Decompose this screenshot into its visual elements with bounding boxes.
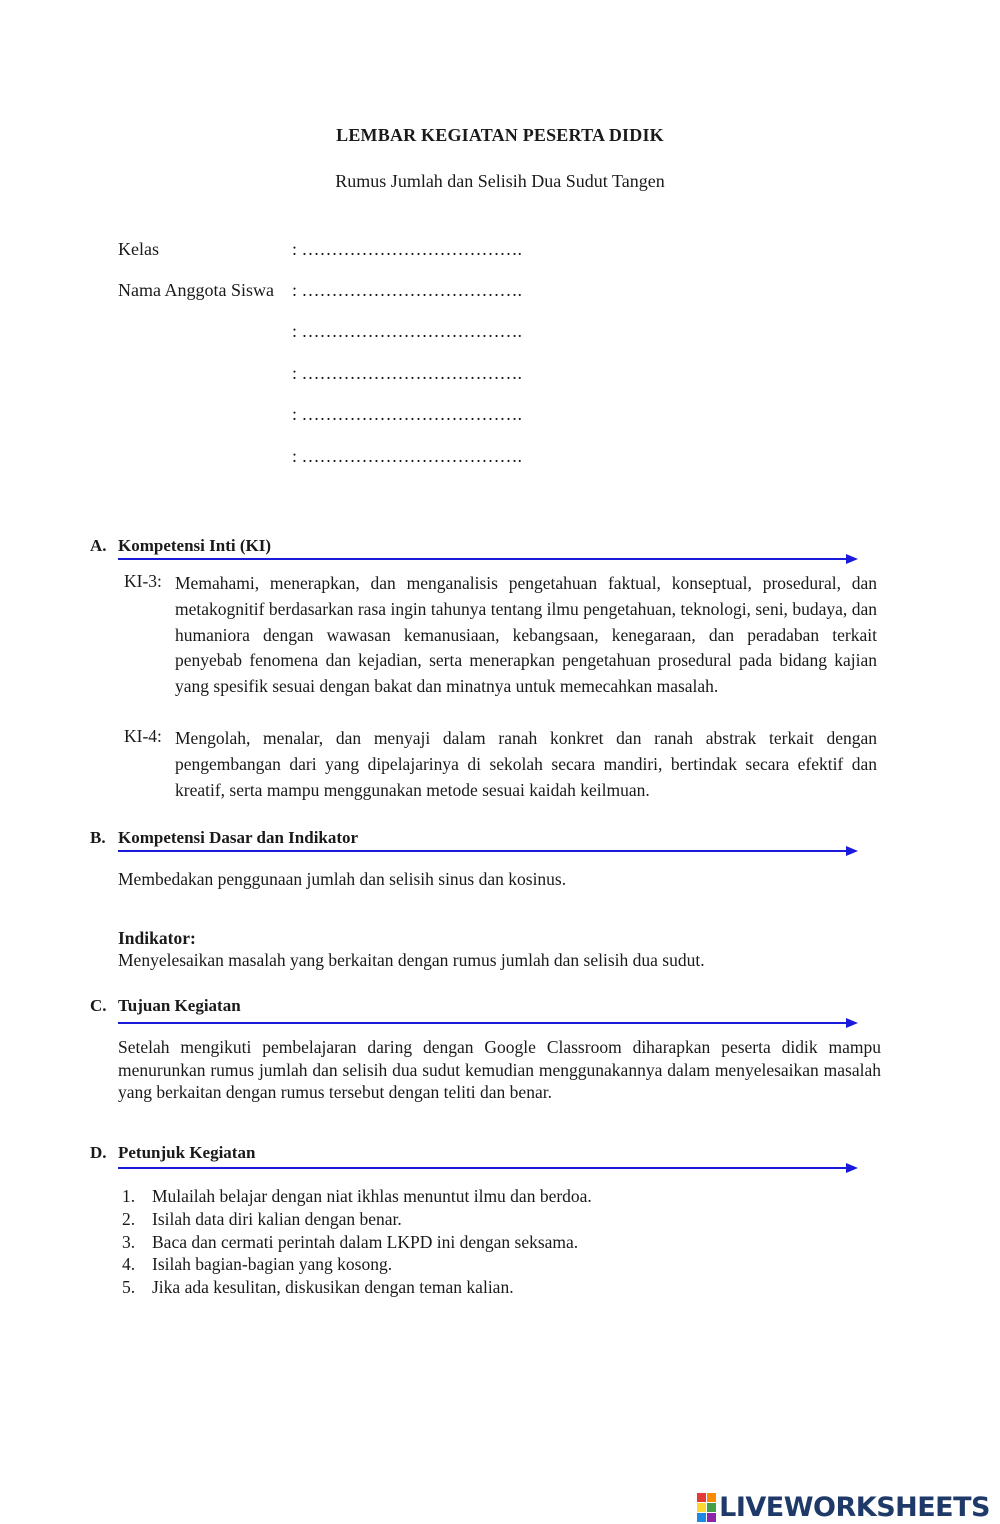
section-b-letter: B. [90,828,106,847]
kelas-label: Kelas [118,239,159,259]
section-b-arrow [118,845,858,857]
document-subtitle: Rumus Jumlah dan Selisih Dua Sudut Tangen [335,171,665,191]
section-d-letter: D. [90,1143,107,1162]
indikator-label: Indikator: [118,928,196,948]
nama-blank-5[interactable]: : ………………………………. [292,446,523,466]
nama-blank-4[interactable]: : ………………………………. [292,404,523,424]
kelas-blank[interactable]: : ………………………………. [292,239,523,259]
section-a-arrow [118,553,858,565]
section-c-title: Tujuan Kegiatan [118,996,241,1015]
ki3-text: Memahami, menerapkan, dan menganalisis pengetahuan faktual, konseptual, prosedural, dan metakognitif berdasarkan rasa ingin tahunya tentang ilmu pengetahuan, teknologi, seni, budaya, dan humaniora dengan wawasan kemanusiaan, kebangsaan, kenegaraan, dan peradaban terkait penyebab fenomena dan kejadian, serta menerapkan pengetahuan prosedural pada bidang kajian yang spesifik sesuai dengan bakat dan minatnya untuk memecahkan masalah. [175,573,877,697]
document-title: LEMBAR KEGIATAN PESERTA DIDIK [336,125,664,145]
section-b-title: Kompetensi Dasar dan Indikator [118,828,359,847]
kd-text: Membedakan penggunaan jumlah dan selisih sinus dan kosinus. [118,869,567,889]
ki3-label: KI-3: [124,571,162,591]
nama-blank-2[interactable]: : ………………………………. [292,321,523,341]
indikator-text: Menyelesaikan masalah yang berkaitan dengan rumus jumlah dan selisih dua sudut. [118,950,705,970]
section-d-title: Petunjuk Kegiatan [118,1143,256,1162]
list-item: 2. Isilah data diri kalian dengan benar. [122,1208,402,1229]
list-item: 3. Baca dan cermati perintah dalam LKPD ini dengan seksama. [122,1231,579,1252]
nama-anggota-label: Nama Anggota Siswa [118,280,274,300]
ki4-label: KI-4: [124,726,162,746]
petunjuk-list [118,1185,818,1299]
ki4-text: Mengolah, menalar, dan menyaji dalam ranah konkret dan ranah abstrak terkait dengan pengembangan dari yang dipelajarinya di sekolah secara mandiri, bertindak secara efektif dan kreatif, serta mampu menggunakan metode sesuai kaidah keilmuan. [175,728,877,800]
nama-blank-3[interactable]: : ………………………………. [292,363,523,383]
tujuan-text: Setelah mengikuti pembelajaran daring dengan Google Classroom diharapkan peserta didik mampu menurunkan rumus jumlah dan selisih dua sudut kemudian menggunakannya dalam menyelesaikan masalah yang berkaitan dengan rumus tersebut dengan teliti dan benar. [118,1037,881,1102]
list-item: 1. Mulailah belajar dengan niat ikhlas menuntut ilmu dan berdoa. [122,1186,592,1206]
section-a-letter: A. [90,536,107,555]
logo-text: LIVEWORKSHEETS [719,1491,990,1523]
list-item: 4. Isilah bagian-bagian yang kosong. [122,1254,393,1275]
liveworksheets-logo [697,1492,990,1522]
section-d-arrow [118,1162,858,1174]
nama-blank-1[interactable]: : ………………………………. [292,280,523,300]
logo-squares-icon [697,1493,716,1522]
section-c-letter: C. [90,996,107,1015]
section-a-title: Kompetensi Inti (KI) [118,536,271,555]
section-c-arrow [118,1017,858,1029]
list-item: 5. Jika ada kesulitan, diskusikan dengan teman kalian. [122,1277,514,1298]
